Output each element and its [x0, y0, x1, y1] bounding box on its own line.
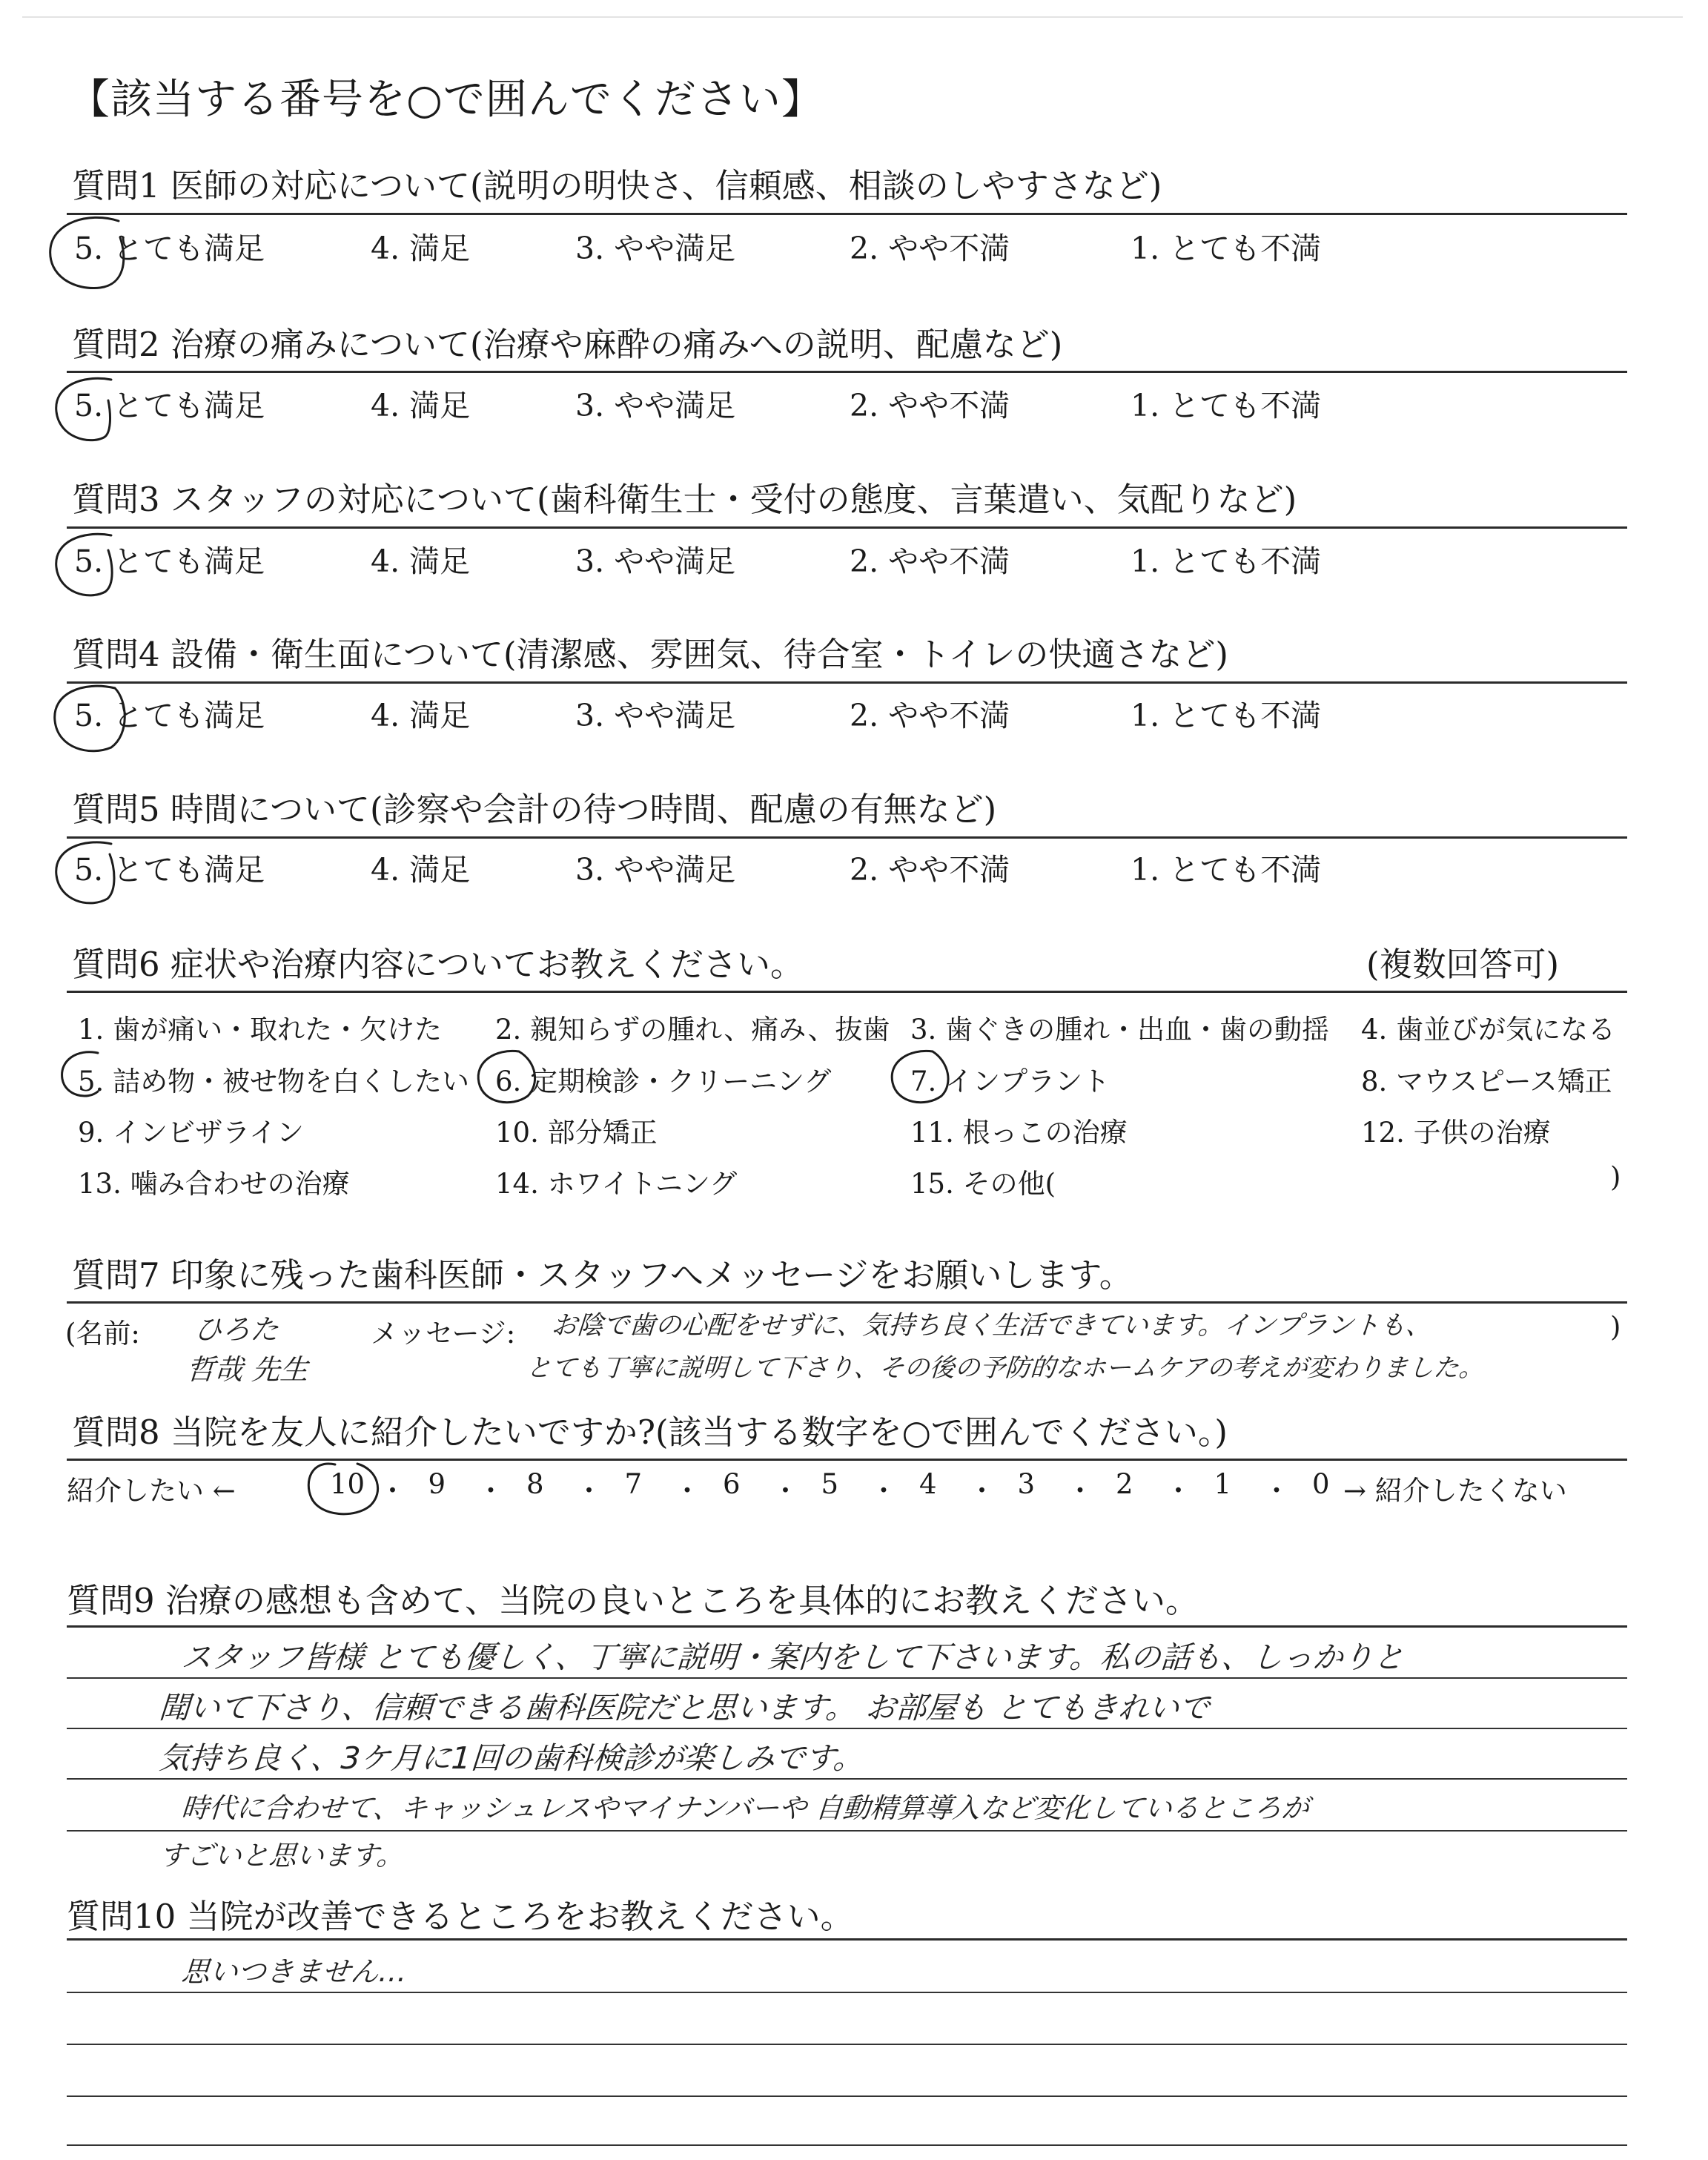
q1-option-1[interactable]: 1. とても不満 — [1131, 231, 1322, 266]
question-3: 質問3 スタッフの対応について(歯科衛生士・受付の態度、言葉遣い、気配りなど) — [72, 480, 1297, 519]
q8-scale-separator: ・ — [1066, 1475, 1094, 1507]
page-top-edge — [22, 16, 1683, 18]
q8-scale-separator: ・ — [772, 1475, 799, 1507]
q8-scale-separator: ・ — [477, 1475, 505, 1507]
question-6: 質問6 症状や治療内容についてお教えください。 — [72, 945, 804, 984]
q8-scale-10[interactable]: 10 — [330, 1468, 365, 1500]
q8-scale-separator: ・ — [1262, 1475, 1291, 1507]
q6-item-8[interactable]: 8. マウスピース矯正 — [1361, 1066, 1612, 1097]
q6-item-2[interactable]: 2. 親知らずの腫れ、痛み、抜歯 — [495, 1014, 890, 1046]
q8-scale-2[interactable]: 2 — [1116, 1468, 1133, 1500]
q1-option-3[interactable]: 3. やや満足 — [575, 231, 736, 266]
q6-item-12[interactable]: 12. 子供の治療 — [1361, 1117, 1551, 1149]
question-9-rule-1 — [67, 1625, 1627, 1628]
q6-item-13[interactable]: 13. 噛み合わせの治療 — [78, 1168, 350, 1200]
question-10: 質問10 当院が改善できるところをお教えください。 — [67, 1897, 854, 1936]
q5-option-2[interactable]: 2. やや不満 — [850, 852, 1010, 888]
question-6-rule — [67, 991, 1627, 993]
q6-item-1[interactable]: 1. 歯が痛い・取れた・欠けた — [78, 1014, 443, 1046]
question-10-rule-5 — [67, 2144, 1627, 2146]
q8-scale-8[interactable]: 8 — [526, 1468, 544, 1500]
question-7-rule — [67, 1301, 1627, 1304]
q6-item-3[interactable]: 3. 歯ぐきの腫れ・出血・歯の動揺 — [910, 1014, 1330, 1046]
q6-item-14[interactable]: 14. ホワイトニング — [495, 1168, 738, 1200]
question-10-rule-3 — [67, 2044, 1627, 2045]
q9-answer-line-1[interactable]: スタッフ皆様 とても優しく、丁寧に説明・案内をして下さいます。私の話も、しっかりと — [180, 1639, 1406, 1675]
q8-scale-7[interactable]: 7 — [624, 1468, 643, 1500]
q2-option-1[interactable]: 1. とても不満 — [1131, 388, 1322, 423]
q8-scale-separator: ・ — [673, 1475, 701, 1507]
question-3-rule — [67, 526, 1627, 529]
question-9-rule-2 — [67, 1677, 1627, 1679]
q3-option-4[interactable]: 4. 満足 — [371, 544, 471, 579]
question-5: 質問5 時間について(診察や会計の待つ時間、配慮の有無など) — [72, 790, 997, 829]
question-4-rule — [67, 681, 1627, 684]
q8-scale-1[interactable]: 1 — [1214, 1468, 1232, 1500]
q3-option-5[interactable]: 5. とても満足 — [74, 544, 265, 579]
q9-answer-line-2[interactable]: 聞いて下さり、信頼できる歯科医院だと思います。 お部屋も とてもきれいで — [158, 1690, 1211, 1725]
q8-scale-separator: ・ — [870, 1475, 898, 1507]
question-5-rule — [67, 836, 1627, 839]
q4-option-3[interactable]: 3. やや満足 — [575, 698, 736, 733]
q8-scale-5[interactable]: 5 — [821, 1468, 839, 1500]
q7-name-value-2[interactable]: 哲哉 先生 — [185, 1353, 310, 1386]
question-8-rule — [67, 1459, 1627, 1461]
question-1: 質問1 医師の対応について(説明の明快さ、信頼感、相談のしやすさなど) — [72, 166, 1162, 205]
q3-option-2[interactable]: 2. やや不満 — [850, 544, 1010, 579]
q7-name-value-1[interactable]: ひろた — [193, 1313, 280, 1346]
q3-option-1[interactable]: 1. とても不満 — [1131, 544, 1322, 579]
q1-option-5[interactable]: 5. とても満足 — [74, 231, 265, 266]
question-10-rule-4 — [67, 2095, 1627, 2097]
q2-option-3[interactable]: 3. やや満足 — [575, 388, 736, 423]
question-2-rule — [67, 371, 1627, 373]
q8-scale-3[interactable]: 3 — [1017, 1468, 1036, 1500]
q4-option-2[interactable]: 2. やや不満 — [850, 698, 1010, 733]
q8-scale-separator: ・ — [1165, 1475, 1192, 1507]
q4-option-1[interactable]: 1. とても不満 — [1131, 698, 1322, 733]
q5-option-5[interactable]: 5. とても満足 — [74, 852, 265, 888]
q7-message-label: メッセージ: — [371, 1318, 516, 1350]
q8-scale-separator: ・ — [968, 1475, 996, 1507]
question-10-rule-2 — [67, 1992, 1627, 1993]
q2-option-2[interactable]: 2. やや不満 — [850, 388, 1010, 423]
q8-scale-0[interactable]: 0 — [1312, 1468, 1330, 1500]
q6-item-5[interactable]: 5. 詰め物・被せ物を白くしたい — [78, 1066, 470, 1097]
page-title: 【該当する番号を○で囲んでください】 — [68, 76, 824, 124]
question-9: 質問9 治療の感想も含めて、当院の良いところを具体的にお教えください。 — [67, 1581, 1199, 1620]
q7-name-label: (名前: — [65, 1318, 140, 1350]
q9-answer-line-3[interactable]: 気持ち良く、3ケ月に1回の歯科検診が楽しみです。 — [158, 1740, 865, 1776]
q6-item-4[interactable]: 4. 歯並びが気になる — [1361, 1014, 1616, 1046]
q1-option-2[interactable]: 2. やや不満 — [850, 231, 1010, 266]
question-10-rule-1 — [67, 1938, 1627, 1941]
q6-item-15[interactable]: 15. その他( — [910, 1168, 1056, 1200]
q5-option-4[interactable]: 4. 満足 — [371, 852, 471, 888]
q6-item-9[interactable]: 9. インビザライン — [78, 1117, 304, 1149]
q6-item-6[interactable]: 6. 定期検診・クリーニング — [495, 1066, 832, 1097]
q8-right-label: → 紹介したくない — [1343, 1475, 1567, 1507]
q8-scale-separator: ・ — [379, 1475, 406, 1507]
q4-option-5[interactable]: 5. とても満足 — [74, 698, 265, 733]
question-2: 質問2 治療の痛みについて(治療や麻酔の痛みへの説明、配慮など) — [72, 325, 1063, 364]
q7-message-line-2[interactable]: とても丁寧に説明して下さり、その後の予防的なホームケアの考えが変わりました。 — [525, 1353, 1486, 1383]
q7-close-paren: ) — [1610, 1311, 1621, 1343]
question-6-note: (複数回答可) — [1366, 945, 1560, 984]
q6-item-15-close: ) — [1610, 1161, 1621, 1193]
q7-message-line-1[interactable]: お陰で歯の心配をせずに、気持ち良く生活できています。インプラントも、 — [550, 1311, 1433, 1341]
q6-item-7[interactable]: 7. インプラント — [910, 1066, 1110, 1097]
q1-option-4[interactable]: 4. 満足 — [371, 231, 471, 266]
question-8: 質問8 当院を友人に紹介したいですか?(該当する数字を○で囲んでください。) — [72, 1413, 1228, 1452]
q3-option-3[interactable]: 3. やや満足 — [575, 544, 736, 579]
q6-item-11[interactable]: 11. 根っこの治療 — [910, 1117, 1128, 1149]
q8-left-label: 紹介したい ← — [67, 1475, 236, 1507]
q8-scale-4[interactable]: 4 — [919, 1468, 937, 1500]
q6-item-10[interactable]: 10. 部分矯正 — [495, 1117, 658, 1149]
question-9-rule-3 — [67, 1728, 1627, 1729]
q8-scale-6[interactable]: 6 — [723, 1468, 741, 1500]
question-4: 質問4 設備・衛生面について(清潔感、雰囲気、待合室・トイレの快適さなど) — [72, 635, 1228, 674]
q5-option-3[interactable]: 3. やや満足 — [575, 852, 736, 888]
q8-scale-separator: ・ — [575, 1475, 603, 1507]
q2-option-5[interactable]: 5. とても満足 — [74, 388, 265, 423]
question-9-rule-4 — [67, 1778, 1627, 1780]
q4-option-4[interactable]: 4. 満足 — [371, 698, 471, 733]
question-9-rule-5 — [67, 1830, 1627, 1832]
question-7: 質問7 印象に残った歯科医師・スタッフへメッセージをお願いします。 — [72, 1255, 1133, 1295]
q8-scale-9[interactable]: 9 — [428, 1468, 446, 1500]
q5-option-1[interactable]: 1. とても不満 — [1131, 852, 1322, 888]
question-1-rule — [67, 213, 1627, 215]
q9-answer-line-5[interactable]: すごいと思います。 — [158, 1840, 406, 1872]
q2-option-4[interactable]: 4. 満足 — [371, 388, 471, 423]
q9-answer-line-4[interactable]: 時代に合わせて、キャッシュレスやマイナンバーや 自動精算導入など変化しているところが — [180, 1792, 1311, 1824]
q10-answer[interactable]: 思いつきません… — [180, 1955, 408, 1988]
